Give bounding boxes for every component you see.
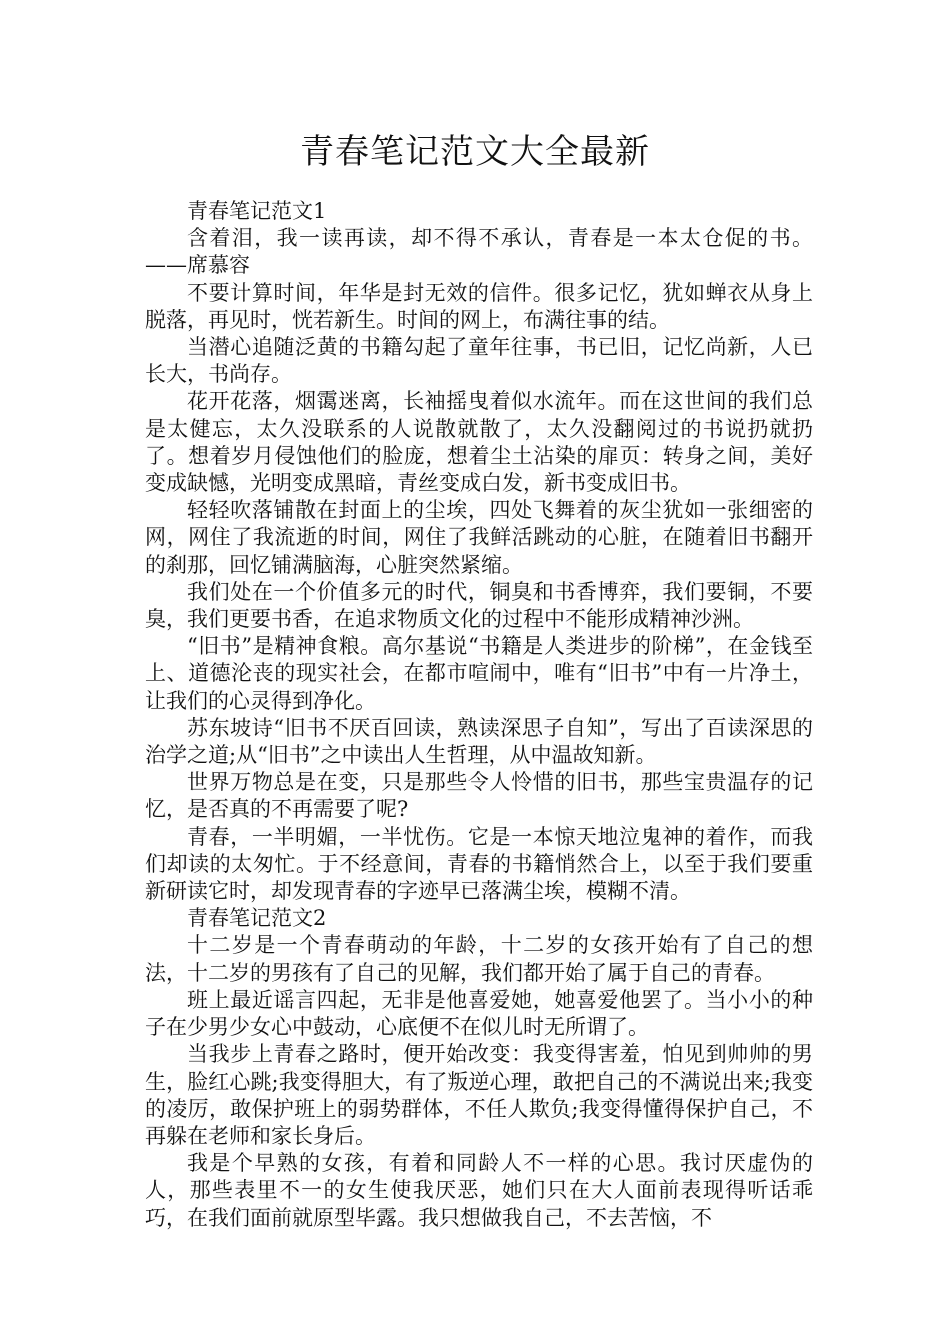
- paragraph: 轻轻吹落铺散在封面上的尘埃，四处飞舞着的灰尘犹如一张细密的网，网住了我流逝的时间，网住了我鲜活跳动的心脏，在随着旧书翻开的刹那，回忆铺满脑海，心脏突然紧缩。: [145, 498, 813, 577]
- section-heading: 青春笔记范文1: [187, 199, 327, 223]
- section-heading: 青春笔记范文2: [187, 906, 327, 931]
- paragraph: “旧书”是精神食粮。高尔基说“书籍是人类进步的阶梯”，在金钱至上、道德沦丧的现实社会，在都市喧闹中，唯有“旧书”中有一片净土，让我们的心灵得到净化。: [145, 634, 813, 713]
- paragraph: 苏东坡诗“旧书不厌百回读，熟读深思子自知”，写出了百读深思的治学之道;从“旧书”之中读出人生哲理，从中温故知新。: [145, 715, 813, 768]
- paragraph: 当潜心追随泛黄的书籍勾起了童年往事，书已旧，记忆尚新，人已长大，书尚存。: [145, 335, 813, 387]
- paragraph: 世界万物总是在变，只是那些令人怜惜的旧书，那些宝贵温存的记忆，是否真的不再需要了呢?: [145, 770, 813, 822]
- paragraph: 含着泪，我一读再读，却不得不承认，青春是一本太仓促的书。——席慕容: [145, 226, 813, 278]
- paragraph: 青春，一半明媚，一半忧伤。它是一本惊天地泣鬼神的着作，而我们却读的太匆忙。于不经意间，青春的书籍悄然合上，以至于我们要重新研读它时，却发现青春的字迹早已落满尘埃，模糊不清。: [145, 824, 813, 904]
- paragraph: 十二岁是一个青春萌动的年龄，十二岁的女孩开始有了自己的想法，十二岁的男孩有了自己的见解，我们都开始了属于自己的青春。: [145, 933, 813, 985]
- document-body: [145, 198, 813, 1232]
- paragraph: 班上最近谣言四起，无非是他喜爱她，她喜爱他罢了。当小小的种子在少男少女心中鼓动，心底便不在似儿时无所谓了。: [145, 987, 813, 1040]
- paragraph: 我是个早熟的女孩，有着和同龄人不一样的心思。我讨厌虚伪的人，那些表里不一的女生使我厌恶，她们只在大人面前表现得听话乖巧，在我们面前就原型毕露。我只想做我自己，不去苦恼，不: [145, 1151, 813, 1230]
- paragraph: 花开花落，烟霭迷离，长袖摇曳着似水流年。而在这世间的我们总是太健忘，太久没联系的人说散就散了，太久没翻阅过的书说扔就扔了。想着岁月侵蚀他们的脸庞，想着尘土沾染的扉页：转身之间，美好变成缺憾，光明变成黑暗，青丝变成白发，新书变成旧书。: [145, 389, 813, 496]
- paragraph: 当我步上青春之路时，便开始改变：我变得害羞，怕见到帅帅的男生，脸红心跳;我变得胆大，有了叛逆心理，敢把自己的不满说出来;我变的凌厉，敢保护班上的弱势群体，不任人欺负;我变得懂得保护自己，不再躲在老师和家长身后。: [145, 1042, 813, 1148]
- paragraph: 不要计算时间，年华是封无效的信件。很多记忆，犹如蝉衣从身上脱落，再见时，恍若新生。时间的网上，布满往事的结。: [145, 280, 813, 332]
- paragraph: 我们处在一个价值多元的时代，铜臭和书香博弈，我们要铜，不要臭，我们更要书香，在追求物质文化的过程中不能形成精神沙洲。: [145, 579, 813, 632]
- document-title: 青春笔记范文大全最新: [300, 132, 650, 172]
